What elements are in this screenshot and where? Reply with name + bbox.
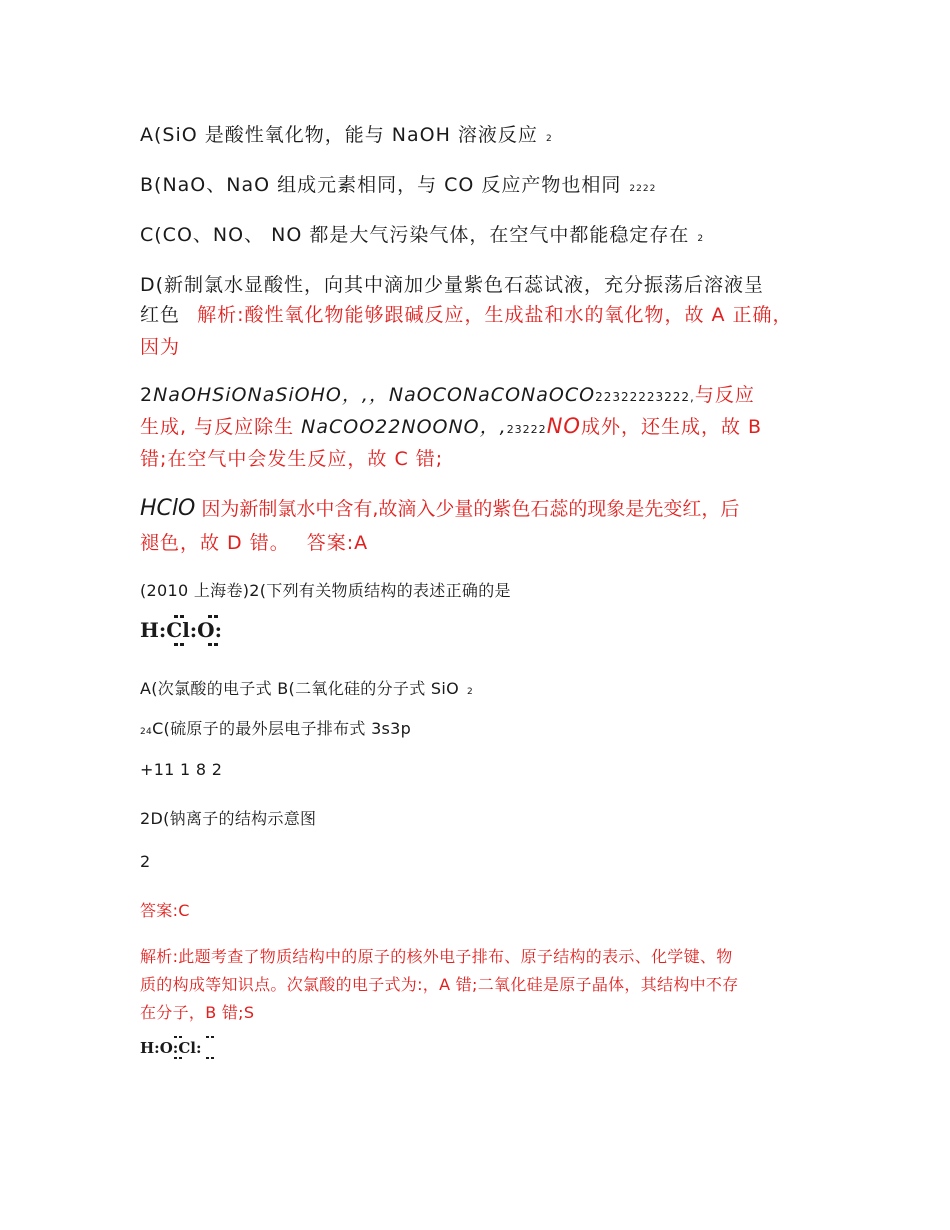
formula-italic-1: NaOHSiONaSiOHO，,，NaOCONaCONaOCO <box>153 384 596 406</box>
lewis2-text: H:O:Cl: <box>140 1039 202 1057</box>
q2-option-d: 2D(钠离子的结构示意图 <box>140 809 317 828</box>
q2-analysis-line2: 质的构成等知识点。次氯酸的电子式为:，A 错;二氧化硅是原子晶体，其结构中不存 <box>140 975 739 994</box>
q1-answer: 答案:A <box>306 532 369 554</box>
lewis-structure-hclo-wrong <box>140 612 236 648</box>
q2-option-c: 24C(硫原子的最外层电子排布式 3s3p <box>140 719 412 738</box>
q2-analysis-line3: 在分子，B 错;S <box>140 1003 255 1022</box>
q1-analysis-line1: 解析:酸性氧化物能够跟碱反应，生成盐和水的氧化物，故 A 正确， <box>197 304 793 326</box>
q1-formula-line2: 生成, 与反应除生 NaCOO22NOONO，,23222NO成外，还生成，故 B <box>140 414 763 438</box>
q1-formula-line1: 2NaOHSiONaSiOHO，,，NaOCONaCONaOCO22322223222,与反应 <box>140 384 755 406</box>
q1-analysis-line2: 因为 <box>140 336 181 358</box>
q1-formula-line3: 错;在空气中会发生反应，故 C 错; <box>140 448 444 470</box>
lewis-structure-hclo-correct <box>140 1034 240 1060</box>
q2-source: (2010 上海卷)2(下列有关物质结构的表述正确的是 <box>140 581 511 600</box>
q1-option-d-line2: 红色 解析:酸性氧化物能够跟碱反应，生成盐和水的氧化物，故 A 正确， <box>140 304 793 326</box>
q1-option-a: A(SiO 是酸性氧化物，能与 NaOH 溶液反应 2 <box>140 124 553 146</box>
q1-option-c: C(CO、NO、 NO 都是大气污染气体，在空气中都能稳定存在 2 <box>140 224 705 246</box>
q1-hclo-line2: 褪色，故 D 错。 答案:A <box>140 532 369 554</box>
q2-structure-numbers: +11 1 8 2 <box>140 760 223 779</box>
q1-option-b: B(NaO、NaO 组成元素相同，与 CO 反应产物也相同 2222 <box>140 174 657 196</box>
q2-number-two: 2 <box>140 852 151 871</box>
q2-answer: 答案:C <box>140 901 190 920</box>
q1-hclo-line1: HClO 因为新制氯水中含有,故滴入少量的紫色石蕊的现象是先变红，后 <box>140 496 740 521</box>
q1-option-d-line1: D(新制氯水显酸性，向其中滴加少量紫色石蕊试液，充分振荡后溶液呈 <box>140 274 765 296</box>
q2-analysis-line1: 解析:此题考查了物质结构中的原子的核外电子排布、原子结构的表示、化学键、物 <box>140 947 733 966</box>
q2-option-ab: A(次氯酸的电子式 B(二氧化硅的分子式 SiO 2 <box>140 679 474 698</box>
lewis1-text: H:Cl:O: <box>140 618 222 642</box>
